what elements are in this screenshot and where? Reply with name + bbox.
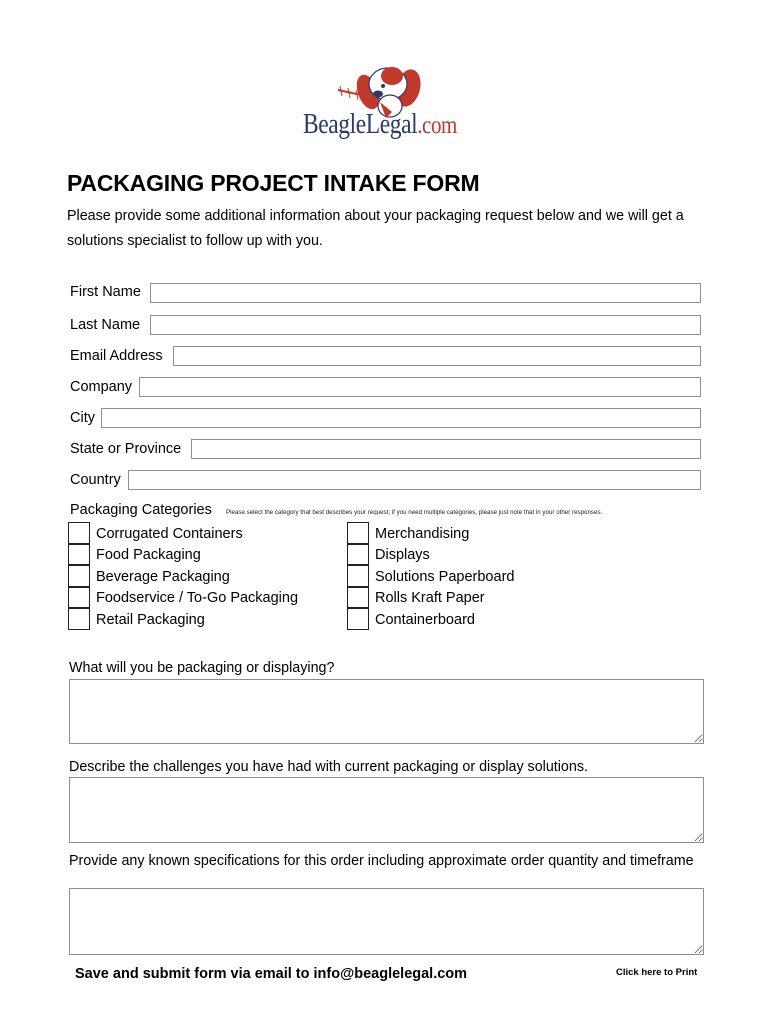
category-label: Displays bbox=[375, 547, 430, 563]
question-specifications-field[interactable] bbox=[69, 888, 704, 955]
category-label: Foodservice / To-Go Packaging bbox=[96, 590, 299, 606]
country-field[interactable] bbox=[128, 470, 701, 490]
question-challenges-label: Describe the challenges you have had with current packaging or display solutions. bbox=[69, 759, 588, 775]
category-label: Rolls Kraft Paper bbox=[375, 590, 485, 606]
print-button[interactable]: Click here to Print bbox=[616, 967, 698, 978]
state-label: State or Province bbox=[70, 441, 182, 457]
category-label: Food Packaging bbox=[96, 547, 201, 563]
checkbox-food-packaging[interactable] bbox=[68, 544, 90, 566]
checkbox-corrugated-containers[interactable] bbox=[68, 522, 90, 544]
first-name-label: First Name bbox=[70, 284, 141, 300]
checkbox-beverage-packaging[interactable] bbox=[68, 565, 90, 587]
category-label: Containerboard bbox=[375, 612, 475, 628]
question-packaging-field[interactable] bbox=[69, 679, 704, 744]
company-field[interactable] bbox=[139, 377, 701, 397]
last-name-label: Last Name bbox=[70, 317, 141, 333]
question-packaging-label: What will you be packaging or displaying? bbox=[69, 660, 335, 676]
checkbox-foodservice-to-go-packaging[interactable] bbox=[68, 587, 90, 609]
country-label: Country bbox=[70, 472, 121, 488]
first-name-field[interactable] bbox=[150, 283, 701, 303]
checkbox-rolls-kraft-paper[interactable] bbox=[347, 587, 369, 609]
category-label: Beverage Packaging bbox=[96, 569, 230, 585]
checkbox-containerboard[interactable] bbox=[347, 608, 369, 630]
category-label: Solutions Paperboard bbox=[375, 569, 515, 585]
email-label: Email Address bbox=[70, 348, 163, 364]
last-name-field[interactable] bbox=[150, 315, 701, 335]
category-label: Retail Packaging bbox=[96, 612, 205, 628]
categories-note: Please select the category that best describes your request; if you need multiple categories, please just note that in your other responses. bbox=[226, 509, 603, 516]
checkbox-merchandising[interactable] bbox=[347, 522, 369, 544]
email-field[interactable] bbox=[173, 346, 701, 366]
categories-heading: Packaging Categories bbox=[70, 502, 212, 518]
city-field[interactable] bbox=[101, 408, 701, 428]
city-label: City bbox=[70, 410, 95, 426]
submit-instructions: Save and submit form via email to info@beaglelegal.com bbox=[75, 966, 468, 982]
state-field[interactable] bbox=[191, 439, 701, 459]
checkbox-displays[interactable] bbox=[347, 544, 369, 566]
company-label: Company bbox=[70, 379, 133, 395]
page-title: PACKAGING PROJECT INTAKE FORM bbox=[67, 170, 480, 196]
question-specifications-label: Provide any known specifications for this order including approximate order quantity and timeframe bbox=[69, 853, 694, 869]
brand-main: BeagleLegal bbox=[303, 109, 418, 140]
intro-text: Please provide some additional information about your packaging request below and we will get a solutions specialist to follow up with you. bbox=[67, 208, 684, 249]
brand-suffix: .com bbox=[417, 112, 457, 139]
question-challenges-field[interactable] bbox=[69, 777, 704, 843]
category-label: Corrugated Containers bbox=[96, 526, 243, 542]
beaglelegal-logo bbox=[300, 62, 480, 162]
brand-wordmark bbox=[303, 109, 457, 141]
checkbox-solutions-paperboard[interactable] bbox=[347, 565, 369, 587]
category-label: Merchandising bbox=[375, 526, 470, 542]
checkbox-retail-packaging[interactable] bbox=[68, 608, 90, 630]
